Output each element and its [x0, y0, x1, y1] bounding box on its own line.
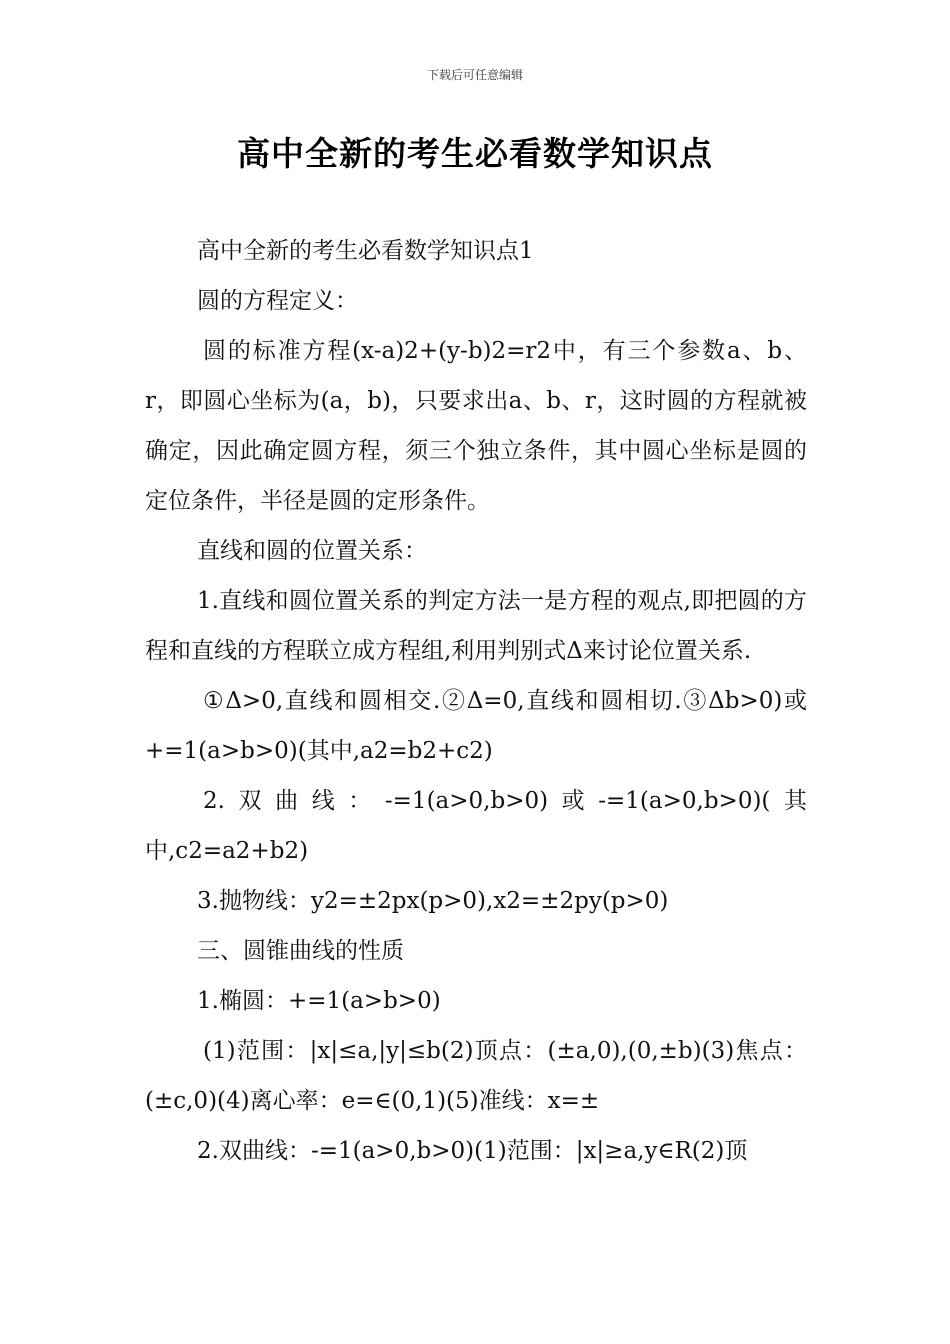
- document-body: [145, 226, 807, 1176]
- paragraph: 圆的标准方程(x-a)2+(y-b)2=r2中，有三个参数a、b、r，即圆心坐标为(a，b)，只要求出a、b、r，这时圆的方程就被确定，因此确定圆方程，须三个独立条件，其中圆心坐标是圆的定位条件，半径是圆的定形条件。: [145, 338, 807, 514]
- paragraph-heading: 三、圆锥曲线的性质: [197, 938, 404, 964]
- paragraph: 2.双曲线：-=1(a>0,b>0)或-=1(a>0,b>0)(其中,c2=a2+b2): [145, 788, 807, 864]
- header-note: 下载后可任意编辑: [426, 68, 523, 82]
- page-title: 高中全新的考生必看数学知识点: [237, 134, 713, 173]
- paragraph: ①Δ>0,直线和圆相交.②Δ=0,直线和圆相切.③Δb>0)或+=1(a>b>0)(其中,a2=b2+c2): [145, 688, 807, 764]
- paragraph: (1)范围：|x|≤a,|y|≤b(2)顶点：(±a,0),(0,±b)(3)焦点：(±c,0)(4)离心率：e=∈(0,1)(5)准线：x=±: [145, 1038, 807, 1114]
- paragraph-heading: 圆的方程定义：: [197, 288, 358, 314]
- section-heading: 高中全新的考生必看数学知识点1: [197, 238, 534, 264]
- paragraph: 1.椭圆：+=1(a>b>0): [197, 988, 441, 1014]
- paragraph: 2.双曲线：-=1(a>0,b>0)(1)范围：|x|≥a,y∈R(2)顶: [197, 1138, 748, 1164]
- paragraph: 3.抛物线：y2=±2px(p>0),x2=±2py(p>0): [197, 888, 669, 914]
- paragraph-heading: 直线和圆的位置关系：: [197, 538, 427, 564]
- paragraph: 1.直线和圆位置关系的判定方法一是方程的观点,即把圆的方程和直线的方程联立成方程组,利用判别式Δ来讨论位置关系.: [145, 588, 807, 664]
